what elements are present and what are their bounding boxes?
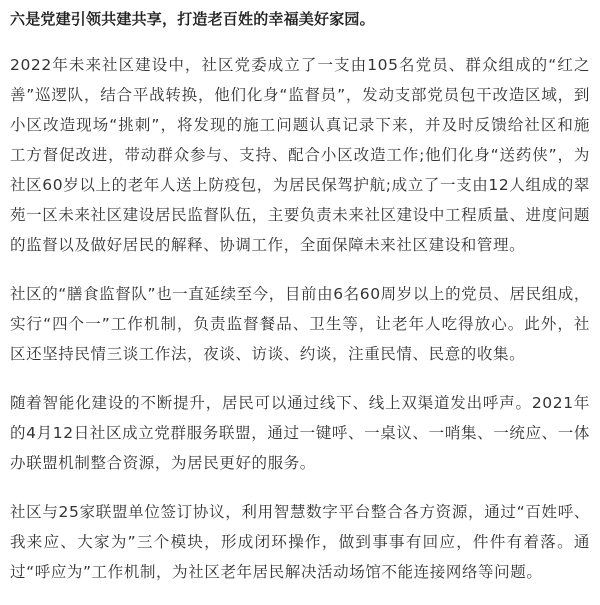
paragraph-patrol-team: 2022年未来社区建设中，社区党委成立了一支由105名党员、群众组成的“红之善”巡逻队，结合平战转换，他们化身“监督员”，发动支部党员包干改造区域，到小区改造现场“挑刺”，将发现的施工问题认真记录下来，并及时反馈给社区和施工方督促改进，带动群众参与、支持、配合小区改造工作;他们化身“送药侠”，为社区60岁以上的老年人送上防疫包，为居民保驾护航;成立了一支由12人组成的翠苑一区未来社区建设居民监督队伍，主要负责未来社区建设中工程质量、进度问题的监督以及做好居民的解释、协调工作，全面保障未来社区建设和管理。	[10, 56, 590, 254]
paragraph-alliance-units: 社区与25家联盟单位签订协议，利用智慧数字平台整合各方资源，通过“百姓呼、我来应、大家为”三个模块，形成闭环操作，做到事事有回应，件件有着落。通过“呼应为”工作机制，为社区老年居民解决活动场馆不能连接网络等问题。	[10, 503, 590, 581]
paragraph-meal-supervision: 社区的“膳食监督队”也一直延续至今，目前由6名60周岁以上的党员、居民组成，实行“四个一”工作机制，负责监督餐品、卫生等，让老年人吃得放心。此外，社区还坚持民情三谈工作法，夜谈、访谈、约谈，注重民情、民意的收集。	[10, 285, 590, 363]
paragraph-smart-service: 随着智能化建设的不断提升，居民可以通过线下、线上双渠道发出呼声。2021年的4月12日社区成立党群服务联盟，通过一键呼、一桌议、一哨集、一统应、一体办联盟机制整合资源，为居民更好的服务。	[10, 394, 590, 472]
section-heading: 六是党建引领共建共享，打造老百姓的幸福美好家园。	[10, 10, 375, 28]
